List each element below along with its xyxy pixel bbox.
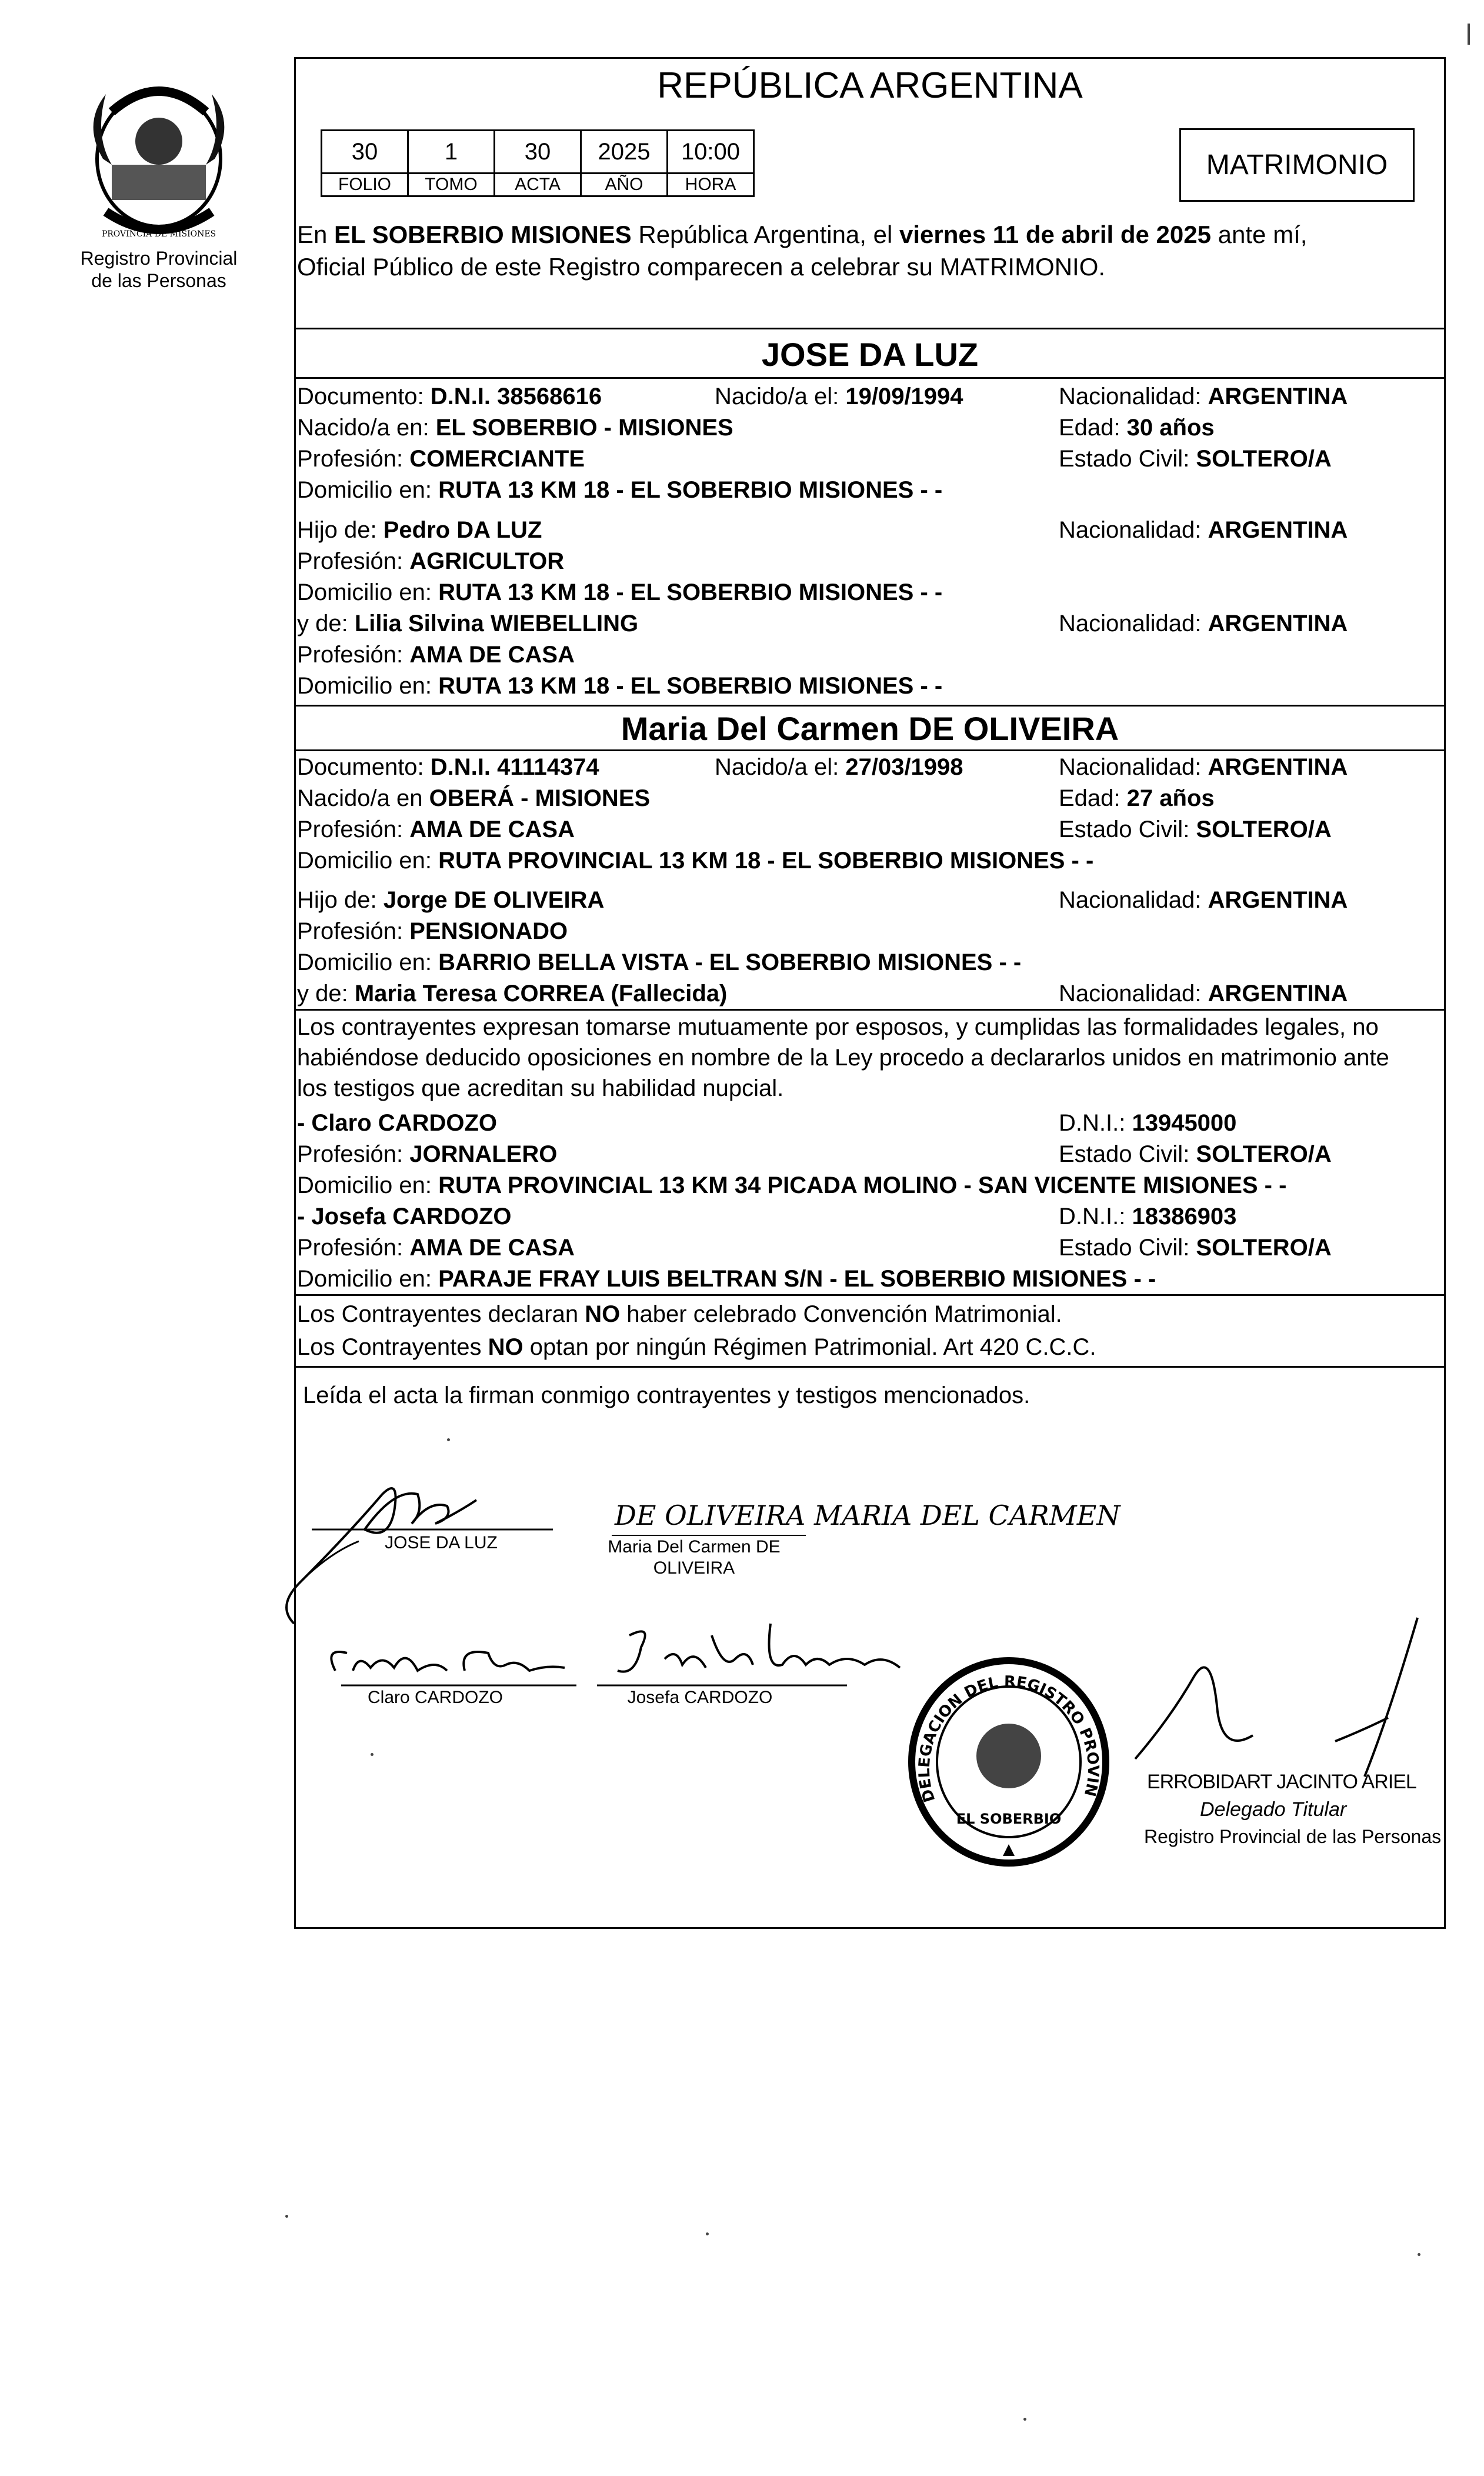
spouse1-address: Domicilio en: RUTA 13 KM 18 - EL SOBERBIO MISIONES - - [297, 477, 943, 503]
signature-label-josefa: Josefa CARDOZO [627, 1688, 773, 1707]
intro-line1: En EL SOBERBIO MISIONES República Argentina, el viernes 11 de abril de 2025 ante mí, [297, 221, 1308, 248]
witness2-civil-status: Estado Civil: SOLTERO/A [1059, 1235, 1332, 1261]
spouse1-name: JOSE DA LUZ [761, 336, 979, 373]
declaration-line1: Los contrayentes expresan tomarse mutuamente por esposos, y cumplidas las formalidades legales, no [297, 1014, 1379, 1040]
witness1-dni: D.N.I.: 13945000 [1059, 1110, 1237, 1136]
tomo-label: TOMO [408, 174, 495, 196]
spouse1-civil-status: Estado Civil: SOLTERO/A [1059, 446, 1332, 472]
spouse1-father-nationality: Nacionalidad: ARGENTINA [1059, 517, 1348, 543]
signature-label-claro: Claro CARDOZO [367, 1688, 503, 1707]
spouse2-nationality: Nacionalidad: ARGENTINA [1059, 754, 1348, 780]
spouse1-father-address: Domicilio en: RUTA 13 KM 18 - EL SOBERBIO MISIONES - - [297, 579, 943, 605]
witness2-profession: Profesión: AMA DE CASA [297, 1235, 575, 1261]
witness1-name: - Claro CARDOZO [297, 1110, 497, 1136]
acta-value: 30 [495, 131, 581, 174]
declaration-line2: habiéndose deducido oposiciones en nombre de la Ley procedo a declararlos unidos en matrimonio ante [297, 1045, 1389, 1071]
spouse1-mother-profession: Profesión: AMA DE CASA [297, 642, 575, 668]
spouse1-born: Nacido/a el: 19/09/1994 [715, 384, 963, 409]
spouse1-birthplace: Nacido/a en: EL SOBERBIO - MISIONES [297, 415, 733, 441]
logo-text: PROVINCIA DE MISIONES [101, 229, 216, 239]
witness2-dni: D.N.I.: 18386903 [1059, 1204, 1237, 1229]
officer-title: Delegado Titular [1200, 1798, 1347, 1821]
spouse1-mother: y de: Lilia Silvina WIEBELLING [297, 611, 639, 637]
officer-name: ERROBIDART JACINTO ARIEL [1147, 1771, 1416, 1793]
spouse1-mother-nationality: Nacionalidad: ARGENTINA [1059, 611, 1348, 637]
regime-statement: Los Contrayentes NO optan por ningún Régimen Patrimonial. Art 420 C.C.C. [297, 1334, 1096, 1360]
logo-caption [56, 247, 262, 292]
page-title: REPÚBLICA ARGENTINA [657, 65, 1083, 106]
divider [294, 1009, 1446, 1011]
anio-value: 2025 [581, 131, 668, 174]
witness1-profession: Profesión: JORNALERO [297, 1141, 558, 1167]
scan-mark [371, 1753, 373, 1756]
spouse1-age: Edad: 30 años [1059, 415, 1215, 441]
spouse1-doc: Documento: D.N.I. 38568616 [297, 384, 602, 409]
spouse2-father-nationality: Nacionalidad: ARGENTINA [1059, 887, 1348, 913]
folio-label: FOLIO [322, 174, 408, 196]
divider [1444, 1009, 1446, 1294]
divider [294, 328, 1446, 329]
officer-office: Registro Provincial de las Personas [1144, 1826, 1442, 1847]
spouse1-profession: Profesión: COMERCIANTE [297, 446, 585, 472]
witness2-name: - Josefa CARDOZO [297, 1204, 512, 1229]
spouse2-mother-nationality: Nacionalidad: ARGENTINA [1059, 981, 1348, 1007]
seal-bottom-text: EL SOBERBIO [956, 1811, 1062, 1827]
declaration-line3: los testigos que acreditan su habilidad nupcial. [297, 1075, 784, 1101]
spouse2-birthplace: Nacido/a en OBERÁ - MISIONES [297, 785, 651, 811]
spouse2-father-profession: Profesión: PENSIONADO [297, 918, 568, 944]
spouse2-mother: y de: Maria Teresa CORREA (Fallecida) [297, 981, 728, 1007]
witness2-address: Domicilio en: PARAJE FRAY LUIS BELTRAN S/N - EL SOBERBIO MISIONES - - [297, 1266, 1156, 1292]
spouse1-father-profession: Profesión: AGRICULTOR [297, 548, 565, 574]
spouse2-address: Domicilio en: RUTA PROVINCIAL 13 KM 18 - EL SOBERBIO MISIONES - - [297, 848, 1094, 874]
spouse2-profession: Profesión: AMA DE CASA [297, 817, 575, 842]
spouse1-father: Hijo de: Pedro DA LUZ [297, 517, 542, 543]
divider [294, 1366, 1446, 1368]
signature-script-maria: DE OLIVEIRA MARIA DEL CARMEN [615, 1499, 1120, 1531]
scan-mark [1023, 2418, 1026, 2421]
seal-text: DELEGACION DEL REGISTRO PROVINCIAL DE LAS PERSONAS [896, 1639, 1102, 1804]
divider [294, 749, 1446, 751]
witness1-address: Domicilio en: RUTA PROVINCIAL 13 KM 34 PICADA MOLINO - SAN VICENTE MISIONES - - [297, 1172, 1287, 1198]
divider [294, 377, 1446, 379]
witness1-civil-status: Estado Civil: SOLTERO/A [1059, 1141, 1332, 1167]
scan-mark [1468, 24, 1470, 45]
scan-mark [285, 2215, 288, 2218]
scan-mark [1418, 2253, 1420, 2256]
divider [294, 1294, 1446, 1296]
signature-label-jose: JOSE DA LUZ [385, 1533, 498, 1552]
scan-mark [706, 2232, 709, 2235]
folio-value: 30 [322, 131, 408, 174]
province-logo [71, 76, 247, 276]
logo-caption-line2: de las Personas [91, 270, 226, 291]
spouse2-age: Edad: 27 años [1059, 785, 1215, 811]
province-crest-icon [71, 76, 247, 253]
divider [294, 705, 1446, 707]
convention-statement: Los Contrayentes declaran NO haber celebrado Convención Matrimonial. [297, 1301, 1062, 1327]
signature-label-maria: Maria Del Carmen DE OLIVEIRA [608, 1537, 781, 1578]
spouse2-father: Hijo de: Jorge DE OLIVEIRA [297, 887, 605, 913]
hora-value: 10:00 [668, 131, 754, 174]
act-type-box: MATRIMONIO [1179, 128, 1415, 202]
spouse1-mother-address: Domicilio en: RUTA 13 KM 18 - EL SOBERBIO MISIONES - - [297, 673, 943, 699]
registry-seal-icon [896, 1639, 1115, 1877]
scan-mark [447, 1438, 450, 1441]
acta-label: ACTA [495, 174, 581, 196]
spouse2-name: Maria Del Carmen DE OLIVEIRA [621, 710, 1119, 747]
tomo-value: 1 [408, 131, 495, 174]
intro-line2: Oficial Público de este Registro comparecen a celebrar su MATRIMONIO. [297, 253, 1106, 281]
spouse2-doc: Documento: D.N.I. 41114374 [297, 754, 599, 780]
anio-label: AÑO [581, 174, 668, 196]
registry-index-table [321, 129, 755, 197]
spouse1-nationality: Nacionalidad: ARGENTINA [1059, 384, 1348, 409]
spouse2-father-address: Domicilio en: BARRIO BELLA VISTA - EL SOBERBIO MISIONES - - [297, 949, 1022, 975]
closing-statement: Leída el acta la firman conmigo contrayentes y testigos mencionados. [303, 1382, 1031, 1408]
logo-caption-line1: Registro Provincial [80, 248, 238, 269]
spouse2-civil-status: Estado Civil: SOLTERO/A [1059, 817, 1332, 842]
spouse2-born: Nacido/a el: 27/03/1998 [715, 754, 963, 780]
hora-label: HORA [668, 174, 754, 196]
